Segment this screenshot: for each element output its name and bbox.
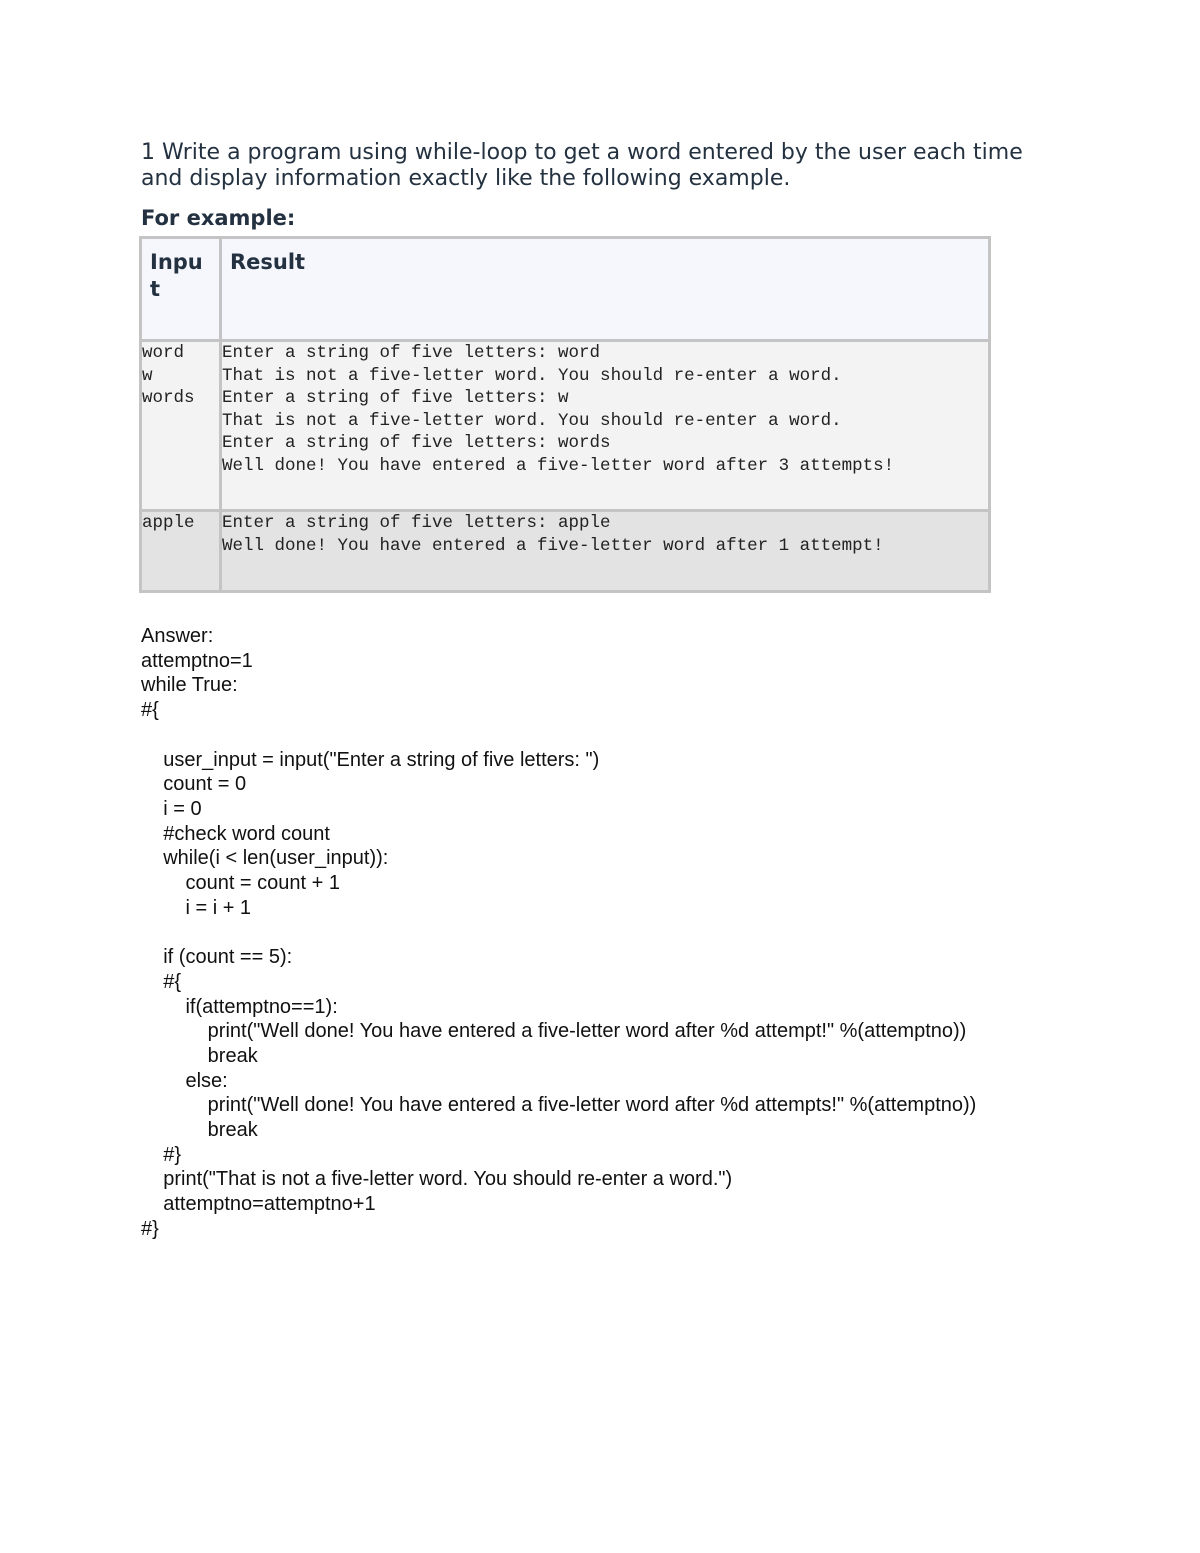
table-row <box>141 341 990 511</box>
header-input: Input <box>141 238 221 341</box>
answer-section <box>141 624 1061 1242</box>
question-text <box>141 140 1061 192</box>
question-line-2: and display information exactly like the following example. <box>141 166 791 191</box>
header-result: Result <box>221 238 990 341</box>
example-table <box>139 236 991 593</box>
answer-label: Answer: <box>141 625 214 647</box>
document-page <box>141 140 1061 1242</box>
input-cell: word w words <box>141 341 221 511</box>
question-line-1: 1 Write a program using while-loop to get a word entered by the user each time <box>141 140 1023 165</box>
table-row <box>141 511 990 592</box>
input-cell: apple <box>141 511 221 592</box>
example-heading: For example: <box>141 206 296 230</box>
result-cell: Enter a string of five letters: word That is not a five-letter word. You should re-enter a word. Enter a string of five letters: w That is not a five-letter word. You should re-enter a word. Enter a string of five letters: words Well done! You have entered a five-letter word after 3 attempts! <box>221 341 990 511</box>
table-header-row <box>141 238 990 341</box>
result-cell: Enter a string of five letters: apple Well done! You have entered a five-letter word after 1 attempt! <box>221 511 990 592</box>
answer-code: attemptno=1 while True: #{ user_input = input("Enter a string of five letters: ") count = 0 i = 0 #check word count while(i < len(user_input)): count = count + 1 i = i + 1 if (count == 5): #{ if(attemptno==1): print("Well done! You have entered a five-letter word after %d attempt!" %(attemptno)) break else: print("Well done! You have entered a five-letter word after %d attempts!" %(attemptno)) break #} print("That is not a five-letter word. You should re-enter a word.") attemptno=attemptno+1 #} <box>141 649 977 1240</box>
